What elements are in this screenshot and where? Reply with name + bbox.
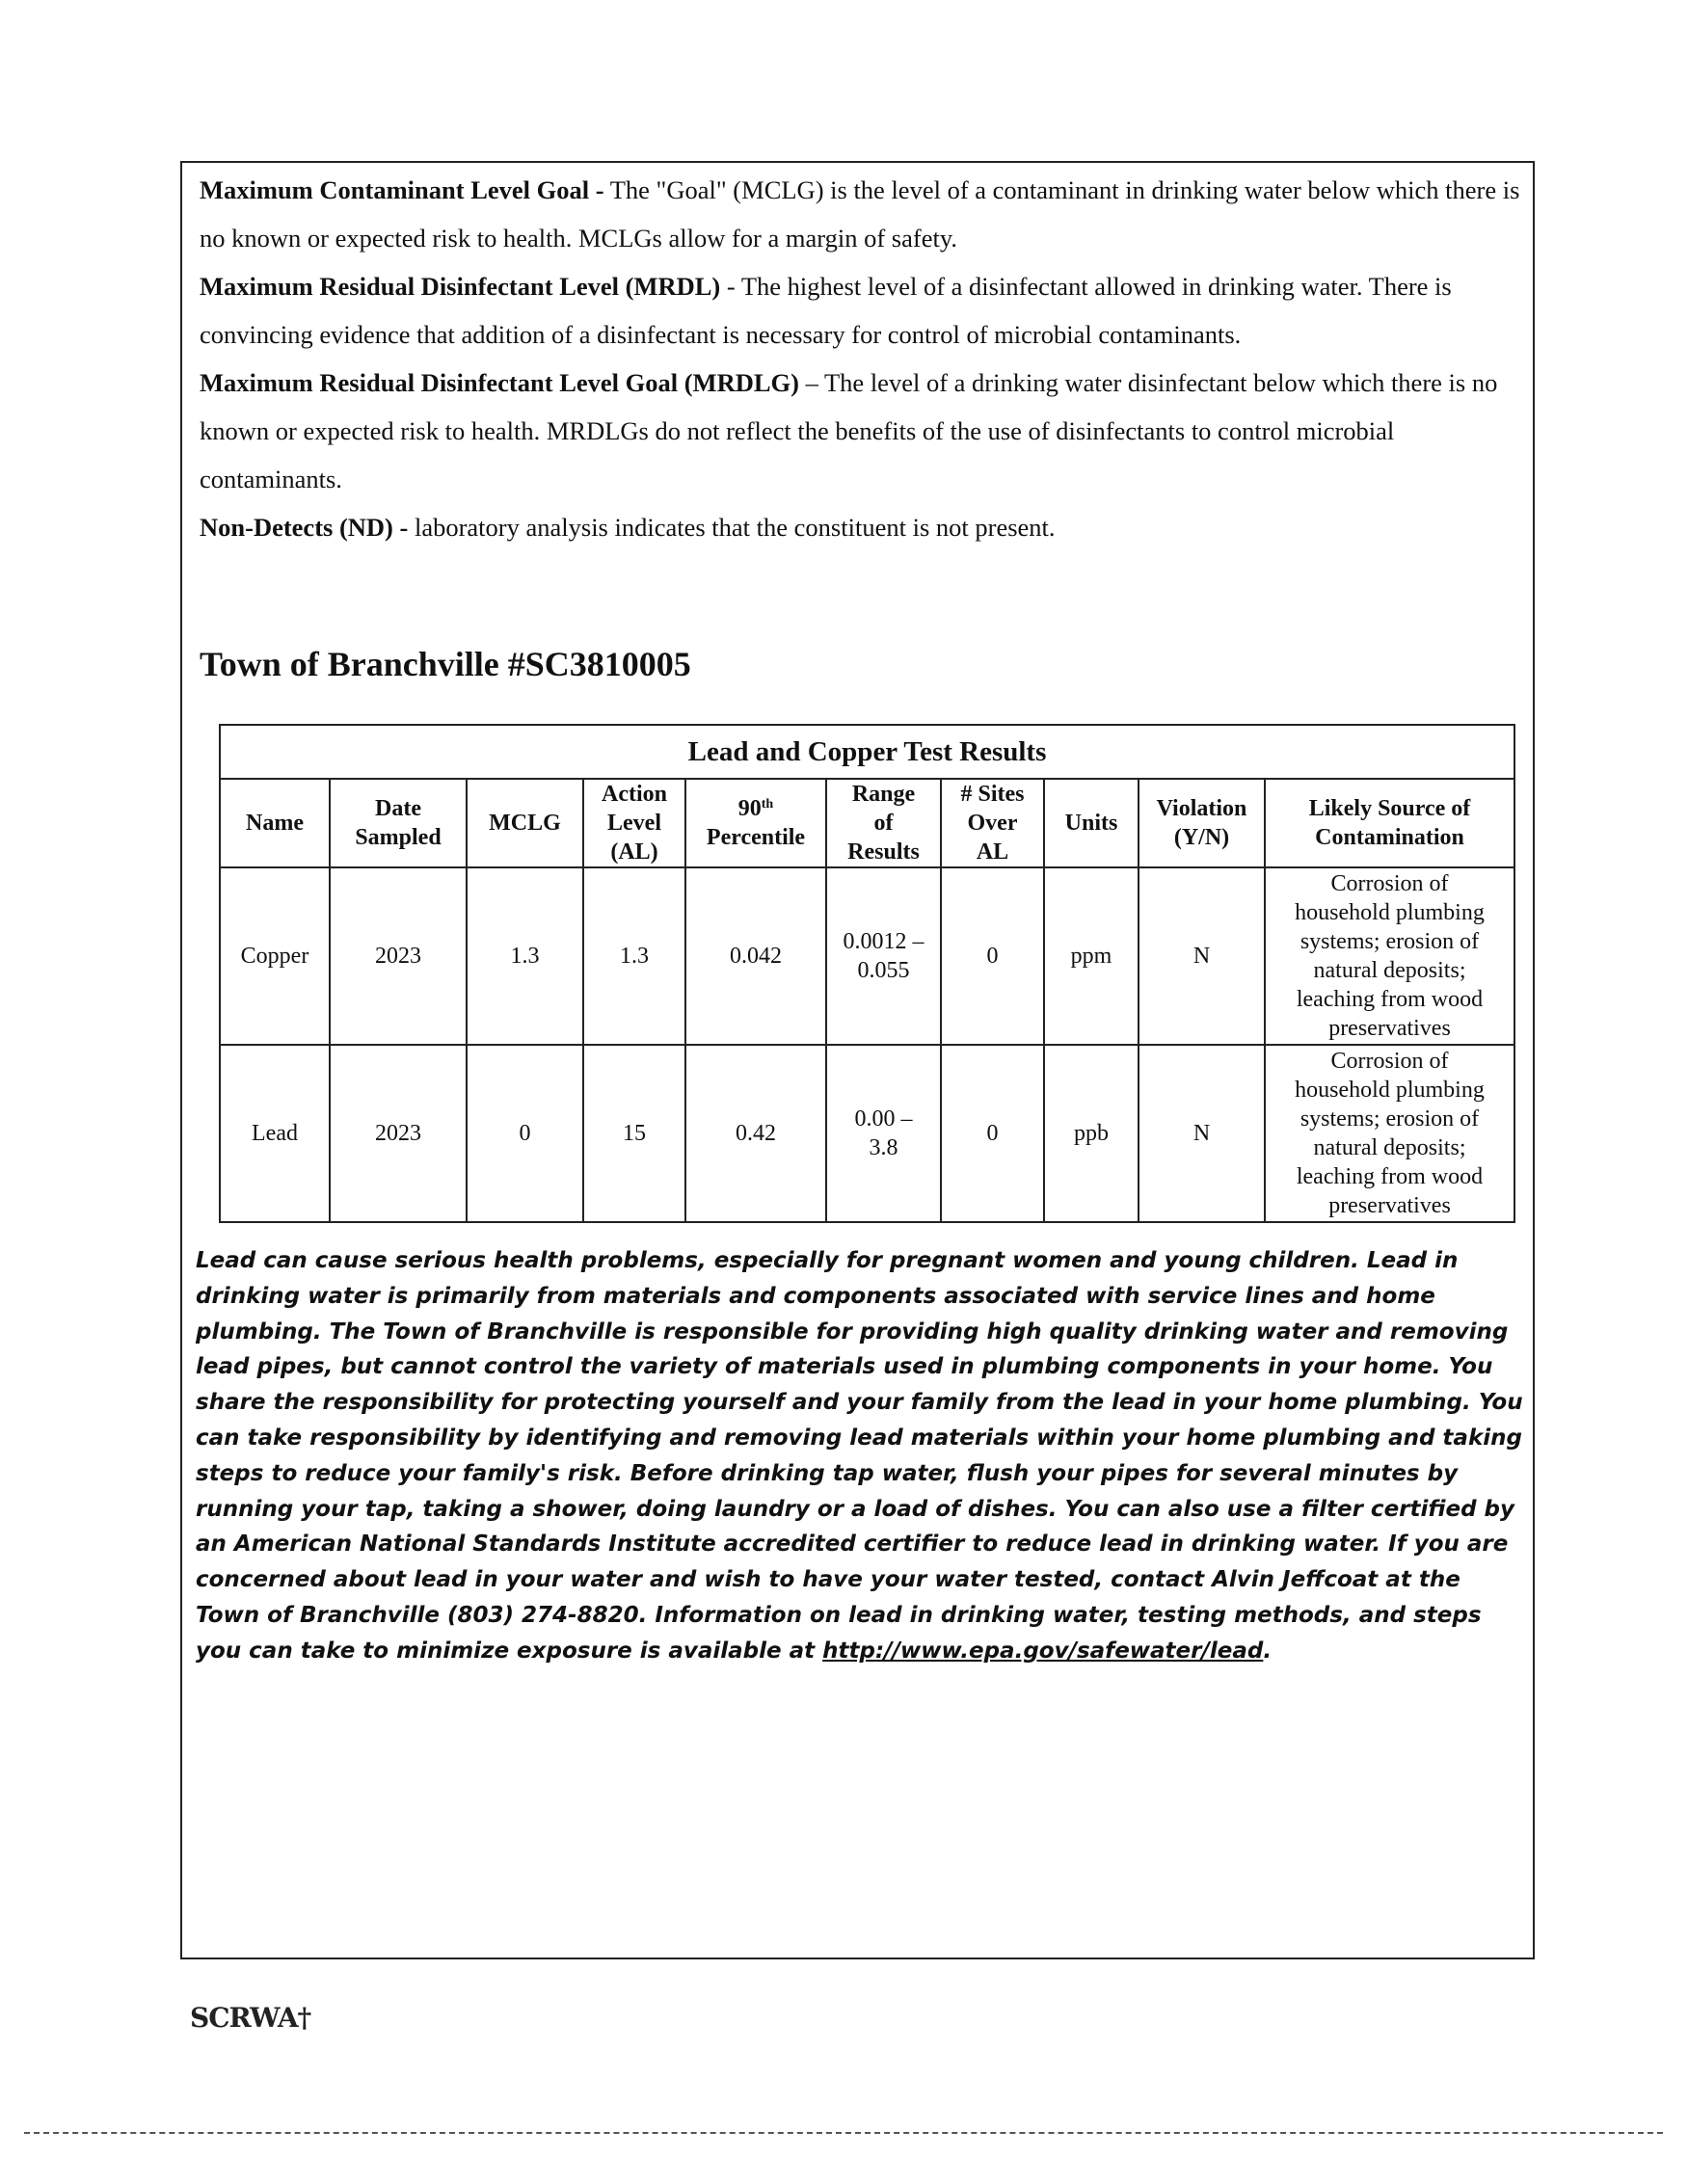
table-caption: Lead and Copper Test Results (220, 725, 1514, 779)
cell-sites-over: 0 (941, 1045, 1044, 1222)
cell-units: ppb (1044, 1045, 1139, 1222)
town-title: Town of Branchville #SC3810005 (200, 645, 691, 683)
footer-rule (24, 2132, 1663, 2134)
cell-date: 2023 (330, 1045, 467, 1222)
cell-range: 0.00 – 3.8 (826, 1045, 941, 1222)
cell-units: ppm (1044, 867, 1139, 1045)
definition-text: laboratory analysis indicates that the constituent is not present. (408, 513, 1056, 542)
scrwa-logo: SCRWA† (190, 2002, 311, 2034)
cell-mclg: 1.3 (467, 867, 583, 1045)
header-name: Name (220, 779, 330, 867)
header-units: Units (1044, 779, 1139, 867)
table-header-row (220, 779, 1514, 867)
epa-lead-link[interactable]: http://www.epa.gov/safewater/lead (822, 1638, 1264, 1664)
cell-likely-source: Corrosion of household plumbing systems; erosion of natural deposits; leaching from wood preservatives (1265, 1045, 1514, 1222)
definition-term: Maximum Contaminant Level Goal - (200, 175, 604, 204)
header-action-level: Action Level (AL) (583, 779, 685, 867)
header-violation: Violation (Y/N) (1139, 779, 1265, 867)
definition-text: - The highest level of a disinfectant allowed in drinking water. There is convincing evidence that addition of a disinfectant is necessary for control of microbial contaminants. (200, 272, 1452, 349)
cell-action-level: 15 (583, 1045, 685, 1222)
cell-violation: N (1139, 1045, 1265, 1222)
definition-term: Maximum Residual Disinfectant Level (MRDL) (200, 272, 721, 301)
definition-mclg (200, 166, 1520, 262)
header-90th-percentile: 90th Percentile (685, 779, 826, 867)
cell-name: Lead (220, 1045, 330, 1222)
cell-violation: N (1139, 867, 1265, 1045)
cell-90th-percentile: 0.042 (685, 867, 826, 1045)
definition-term: Non-Detects (ND) - (200, 513, 409, 542)
header-date-sampled: Date Sampled (330, 779, 467, 867)
cell-sites-over: 0 (941, 867, 1044, 1045)
definitions-section (200, 166, 1520, 551)
lead-health-notice: Lead can cause serious health problems, especially for pregnant women and young children. Lead in drinking water is primarily from materials and components associated with service lines and home plumbing. The Town of Branchville is responsible for providing high quality drinking water and removing lead pipes, but cannot control the variety of materials used in plumbing components in your home. You share the responsibility for protecting yourself and your family from the lead in your home plumbing. You can take responsibility by identifying and removing lead materials within your home plumbing and taking steps to reduce your family's risk. Before drinking tap water, flush your pipes for several minutes by running your tap, taking a shower, doing laundry or a load of dishes. You can also use a filter certified by an American National Standards Institute accredited certifier to reduce lead in drinking water. If you are concerned about lead in your water and wish to have your water tested, contact Alvin Jeffcoat at the Town of Branchville (803) 274-8820. Information on lead in drinking water, testing methods, and steps you can take to minimize exposure is available at http://www.epa.gov/safewater/lead. (196, 1248, 1523, 1664)
faucet-icon: † (297, 2002, 311, 2034)
cell-likely-source: Corrosion of household plumbing systems; erosion of natural deposits; leaching from wood preservatives (1265, 867, 1514, 1045)
table-row-copper (220, 867, 1514, 1045)
cell-range: 0.0012 – 0.055 (826, 867, 941, 1045)
definition-term: Maximum Residual Disinfectant Level Goal (MRDLG) (200, 368, 799, 397)
header-sites-over-al: # Sites Over AL (941, 779, 1044, 867)
lead-notice-text: Lead can cause serious health problems, especially for pregnant women and young children. Lead in drinking water is primarily from materials and components associated with service lines and home plumbing. The Town of Branchville is responsible for providing high quality drinking water and removing lead pipes, but cannot control the variety of materials used in plumbing components in your home. You share the responsibility for protecting yourself and your family from the lead in your home plumbing. You can take responsibility by identifying and removing lead materials within your home plumbing and taking steps to reduce your family's risk. Before drinking tap water, flush your pipes for several minutes by running your tap, taking a shower, doing laundry or a load of dishes. You can also use a filter certified by an American National Standards Institute accredited certifier to reduce lead in drinking water. If you are concerned about lead in your water and wish to have your water tested, contact Alvin Jeffcoat at the Town of Branchville (803) 274-8820. Information on lead in drinking water, testing methods, and steps you can take to minimize exposure is available at (196, 1248, 1523, 1664)
header-likely-source: Likely Source of Contamination (1265, 779, 1514, 867)
definition-nd (200, 503, 1520, 551)
lead-copper-table (219, 724, 1515, 1223)
cell-action-level: 1.3 (583, 867, 685, 1045)
cell-date: 2023 (330, 867, 467, 1045)
header-range-of-results: Range of Results (826, 779, 941, 867)
definition-text: – The level of a drinking water disinfectant below which there is no known or expected risk to health. MRDLGs do not reflect the benefits of the use of disinfectants to control microbial contaminants. (200, 368, 1498, 493)
definition-text: The "Goal" (MCLG) is the level of a contaminant in drinking water below which there is no known or expected risk to health. MCLGs allow for a margin of safety. (200, 175, 1520, 253)
cell-name: Copper (220, 867, 330, 1045)
cell-90th-percentile: 0.42 (685, 1045, 826, 1222)
header-mclg: MCLG (467, 779, 583, 867)
definition-mrdlg (200, 359, 1520, 503)
cell-mclg: 0 (467, 1045, 583, 1222)
definition-mrdl (200, 262, 1520, 359)
table-row-lead (220, 1045, 1514, 1222)
